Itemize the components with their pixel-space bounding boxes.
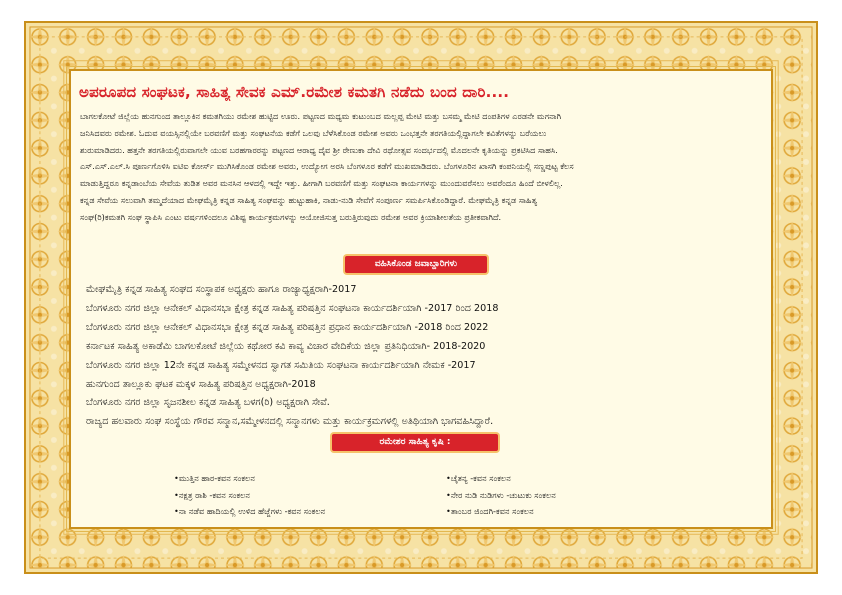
list-item: ಬೆಂಗಳೂರು ನಗರ ಜಿಲ್ಲಾ 12ನೇ ಕನ್ನಡ ಸಾಹಿತ್ಯ ಸಮ್ಮೇಳನದ ಸ್ವಾಗತ ಸಮಿತಿಯ ಸಂಘಟನಾ ಕಾರ್ಯದರ್ಶಿಯಾಗಿ ನೇಮಕ -2017 bbox=[86, 359, 476, 371]
works-list-left bbox=[174, 470, 474, 520]
list-item: ರಾಜ್ಯದ ಹಲವಾರು ಸಂಘ ಸಂಸ್ಥೆಯ ಗೌರವ ಸನ್ಮಾನ,ಸಮ್ಮೇಳನದಲ್ಲಿ ಸನ್ಮಾನಗಳು ಮತ್ತು ಕಾರ್ಯಕ್ರಮಗಳಲ್ಲಿ ಅತಿಥಿಯಾಗಿ ಭಾಗವಹಿಸಿದ್ದಾರೆ. bbox=[86, 416, 494, 428]
intro-line: ಎಸ್.ಎಸ್.ಎಲ್.ಸಿ ಪೂರ್ಣಗೊಳಿಸಿ ಐಟಿಐ ಕೋರ್ಸ್ ಮುಗಿಸಿಕೊಂಡ ರಮೇಶ ಅವರು, ಉದ್ಯೋಗ ಅರಸಿ ಬೆಂಗಳೂರ ಕಡೆಗೆ ಮುಖಮಾಡಿದರು. ಬೆಂಗಳೂರಿನ ಖಾಸಗಿ ಕಂಪನಿಯಲ್ಲಿ ಸಣ್ಣಪುಟ್ಟ ಕೆಲಸ bbox=[80, 161, 574, 172]
list-item: •ನಕ್ಷತ್ರ ರಾಶಿ -ಕವನ ಸಂಕಲನ bbox=[174, 489, 250, 500]
works-heading: ರಮೇಶರ ಸಾಹಿತ್ಯ ಕೃಷಿ : bbox=[332, 434, 498, 451]
list-item: ಮೇಘಮೈತ್ರಿ ಕನ್ನಡ ಸಾಹಿತ್ಯ ಸಂಘದ ಸಂಸ್ಥಾಪಕ ಅಧ್ಯಕ್ಷರು ಹಾಗೂ ರಾಜ್ಯಾಧ್ಯಕ್ಷರಾಗಿ-2017 bbox=[86, 284, 357, 295]
list-item: ಬೆಂಗಳೂರು ನಗರ ಜಿಲ್ಲಾ ಸೃಜನಶೀಲ ಕನ್ನಡ ಸಾಹಿತ್ಯ ಬಳಗ(ರಿ) ಅಧ್ಯಕ್ಷರಾಗಿ ಸೇವೆ. bbox=[86, 397, 330, 409]
responsibilities-heading: ವಹಿಸಿಕೊಂಡ ಜವಾಬ್ದಾರಿಗಳು bbox=[345, 256, 487, 273]
list-item: ಹುನಗುಂದ ತಾಲ್ಲೂಕು ಘಟಕ ಮಕ್ಕಳ ಸಾಹಿತ್ಯ ಪರಿಷತ್ತಿನ ಅಧ್ಯಕ್ಷರಾಗಿ-2018 bbox=[86, 378, 316, 390]
works-list-right bbox=[446, 470, 746, 520]
list-item: •ತಾಂಬರ ಜಿಂದಗಿ-ಕವನ ಸಂಕಲನ bbox=[446, 506, 534, 516]
responsibilities-list bbox=[86, 281, 766, 432]
list-item: •ಮುತ್ತಿನ ಹಾರ-ಕವನ ಸಂಕಲನ bbox=[174, 473, 255, 483]
list-item: ಕರ್ನಾಟಕ ಸಾಹಿತ್ಯ ಅಕಾಡೆಮಿ ಬಾಗಲಕೋಟೆ ಜಿಲ್ಲೆಯ ಕಥೋರ ಕವಿ ಕಾವ್ಯ ವಿಚಾರ ವೇದಿಕೆಯ ಜಿಲ್ಲಾ ಪ್ರತಿನಿಧಿಯಾಗಿ- 2018-2020 bbox=[86, 340, 486, 352]
list-item: •ನಾ ನಡೆವ ಹಾದಿಯಲ್ಲಿ ಉಳಿದ ಹೆಜ್ಜೆಗಳು -ಕವನ ಸಂಕಲನ bbox=[174, 506, 326, 516]
intro-line: ಮಾಡುತ್ತಿದ್ದರೂ ಕನ್ನಡಾಂಬೆಯ ಸೇವೆಯ ತುಡಿತ ಅವರ ಮನಸಿನ ಆಳದಲ್ಲಿ ಇದ್ದೇ ಇತ್ತು. ಹೀಗಾಗಿ ಬರವಣಿಗೆ ಮತ್ತು ಸಂಘಟನಾ ಕಾರ್ಯಗಳನ್ನು ಮುಂದುವರೆಸಲು ಅವರೆಂದೂ ಹಿಂದೆ ಬೀಳಲಿಲ್ಲ. bbox=[80, 178, 563, 189]
intro-line: ಶುರುಮಾಡಿದರು. ಹತ್ತನೇ ತರಗತಿಯಲ್ಲಿರುವಾಗಲೇ ಯುವ ಬರಹಗಾರರನ್ನು ಪಟ್ಟಣದ ಆರಾಧ್ಯ ದೈವ ಶ್ರೀ ರೇಣುಕಾ ದೇವಿ ರಥೋತ್ಸವ ಸಂದರ್ಭದಲ್ಲಿ ಮೊದಲನೇ ಕೃತಿಯನ್ನು ಪ್ರಕಟಿಸಿದ ಸಾಹಸಿ. bbox=[80, 144, 558, 155]
intro-line: ಸಂಘ(ರಿ)ಕಮತಗಿ ಸಂಘ ಸ್ಥಾಪಿಸಿ ಎಂಟು ವರ್ಷಗಳಿಂದಲೂ ವಿಶಿಷ್ಟ ಕಾರ್ಯಕ್ರಮಗಳನ್ನು ಆಯೋಜಿಸುತ್ತ ಬರುತ್ತಿರುವುದು ರಮೇಶ ಅವರ ಕ್ರಿಯಾಶೀಲತೆಯ ಪ್ರತೀಕವಾಗಿದೆ. bbox=[80, 211, 502, 222]
intro-line: ಕನ್ನಡ ಸೇವೆಯ ಸಲುವಾಗಿ ತಮ್ಮದೆಯಾದ ಮೇಘಮೈತ್ರಿ ಕನ್ನಡ ಸಾಹಿತ್ಯ ಸಂಘವನ್ನು ಹುಟ್ಟುಹಾಕಿ, ನಾಡು-ನುಡಿ ಸೇವೆಗೆ ಸಂಪೂರ್ಣ ಸಮರ್ಪಿಸಿಕೊಂಡಿದ್ದಾರೆ. ಮೇಘಮೈತ್ರಿ ಕನ್ನಡ ಸಾಹಿತ್ಯ bbox=[80, 194, 538, 205]
list-item: •ನೇರ ನುಡಿ ನುಡಿಗಳು -ಚುಟುಕು ಸಂಕಲನ bbox=[446, 489, 556, 500]
page-title: ಅಪರೂಪದ ಸಂಘಟಕ, ಸಾಹಿತ್ಯ ಸೇವಕ ಎಮ್.ರಮೇಶ ಕಮತಗಿ ನಡೆದು ಬಂದ ದಾರಿ.... bbox=[79, 83, 510, 101]
list-item: ಬೆಂಗಳೂರು ನಗರ ಜಿಲ್ಲಾ ಆನೇಕಲ್ ವಿಧಾನಸಭಾ ಕ್ಷೇತ್ರ ಕನ್ನಡ ಸಾಹಿತ್ಯ ಪರಿಷತ್ತಿನ ಪ್ರಧಾನ ಕಾರ್ಯದರ್ಶಿಯಾಗಿ -2018 ರಿಂದ 2022 bbox=[86, 321, 489, 333]
list-item: ಬೆಂಗಳೂರು ನಗರ ಜಿಲ್ಲಾ ಆನೇಕಲ್ ವಿಧಾನಸಭಾ ಕ್ಷೇತ್ರ ಕನ್ನಡ ಸಾಹಿತ್ಯ ಪರಿಷತ್ತಿನ ಸಂಘಟನಾ ಕಾರ್ಯದರ್ಶಿಯಾಗಿ -2017 ರಿಂದ 2018 bbox=[86, 302, 499, 314]
intro-line: ಬಾಗಲಕೋಟೆ ಜಿಲ್ಲೆಯ ಹುನಗುಂದ ತಾಲ್ಲೂಕಿನ ಕಮತಗಿಯು ರಮೇಶ ಹುಟ್ಟಿದ ಊರು. ಪಟ್ಟಣದ ಮಧ್ಯಮ ಕುಟುಂಬದ ಮಲ್ಲಪ್ಪ ಮೇಟಿ ಮತ್ತು ಬಸಮ್ಮ ಮೇಟಿ ದಂಪತಿಗಳ ಎರಡನೇ ಮಗನಾಗಿ bbox=[80, 111, 562, 121]
intro-paragraph bbox=[80, 108, 770, 226]
list-item: •ಚೈತನ್ಯ -ಕವನ ಸಂಕಲನ bbox=[446, 473, 511, 483]
intro-line: ಜನಿಸಿದವರು ರಮೇಶ. ಓದುವ ವಯಸ್ಸಿನಲ್ಲಿಯೇ ಬರವಣಿಗೆ ಮತ್ತು ಸಂಘಟನೆಯ ಕಡೆಗೆ ಒಲವು ಬೆಳೆಸಿಕೊಂಡ ರಮೇಶ ಅವರು ಒಂಭತ್ತನೇ ತರಗತಿಯಲ್ಲಿದ್ದಾಗಲೇ ಕವಿತೆಗಳನ್ನು ಬರೆಯಲು bbox=[80, 127, 547, 138]
